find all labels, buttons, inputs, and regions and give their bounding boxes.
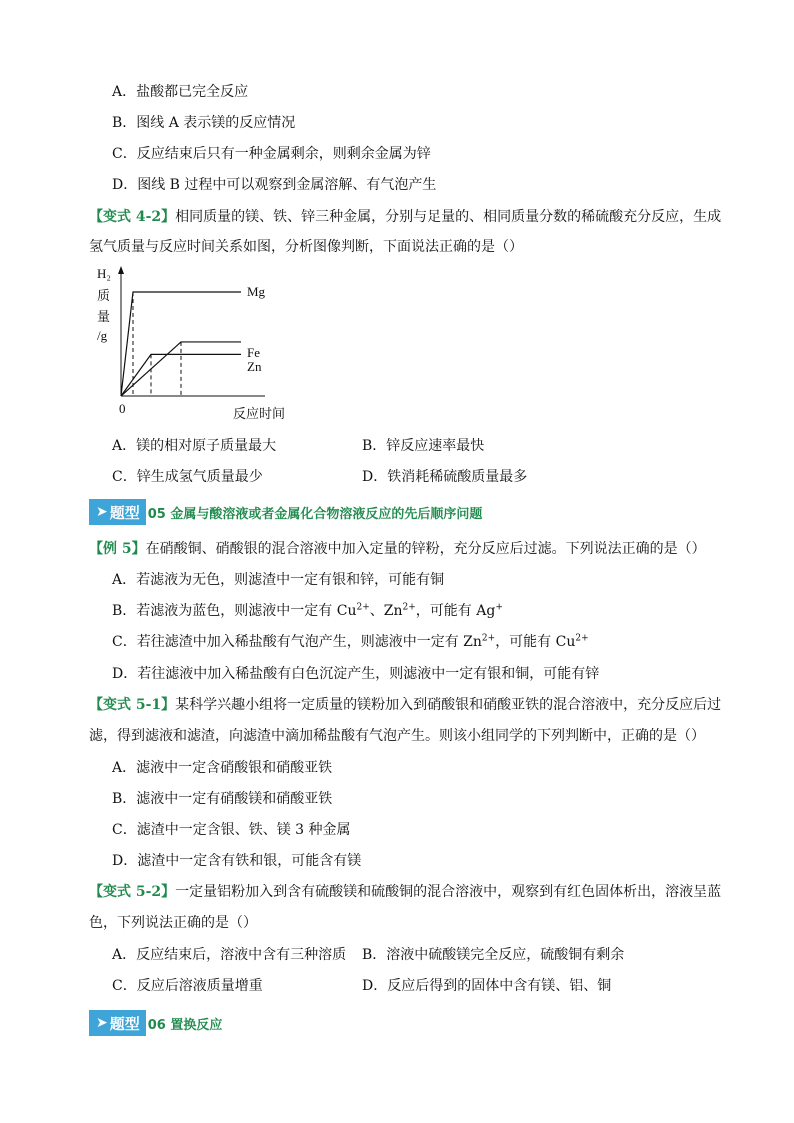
arrow-icon: ➤ bbox=[96, 504, 108, 520]
q5-2-tag: 【变式 5-2】 bbox=[89, 884, 176, 900]
section-05-badge bbox=[89, 499, 146, 525]
section-06-badge-label: 题型 bbox=[109, 1014, 140, 1033]
q4-2-option-d: D．铁消耗稀硫酸质量最多 bbox=[362, 469, 528, 485]
section-06-title: 06 置换反应 bbox=[147, 1017, 223, 1033]
q4-1-option-d: D．图线 B 过程中可以观察到金属溶解、有气泡产生 bbox=[112, 177, 437, 193]
series-labels bbox=[247, 284, 266, 374]
y-label-line-1: H₂ bbox=[97, 266, 111, 281]
ex5-option-b-sup2: 2+ bbox=[402, 602, 416, 613]
x-axis-label: 反应时间 bbox=[233, 406, 286, 421]
series-label-fe: Fe bbox=[247, 345, 260, 360]
q5-1-tag: 【变式 5-1】 bbox=[89, 697, 176, 713]
y-label-line-3: 量 bbox=[97, 309, 111, 324]
ex5-option-b bbox=[112, 601, 503, 621]
ex5-option-b-sup1: 2+ bbox=[356, 602, 370, 613]
series-label-zn: Zn bbox=[247, 359, 262, 374]
ex5-option-c-mid: ，可能有 Cu bbox=[495, 634, 576, 650]
ex5-option-c-sup2: 2+ bbox=[575, 633, 589, 644]
q5-1-text1: 某科学兴趣小组将一定质量的镁粉加入到硝酸银和硝酸亚铁的混合溶液中，充分反应后过 bbox=[175, 697, 722, 713]
q5-1-option-b: B．滤液中一定有硝酸镁和硝酸亚铁 bbox=[112, 791, 333, 807]
hydrogen-mass-chart bbox=[89, 262, 319, 424]
ex5-option-b-pre: B．若滤液为蓝色，则滤液中一定有 Cu bbox=[112, 603, 357, 619]
q5-1-option-c: C．滤渣中一定含银、铁、镁 3 种金属 bbox=[112, 822, 351, 838]
section-06-badge bbox=[89, 1010, 146, 1036]
series-line-zn bbox=[121, 354, 241, 396]
q4-1-option-b: B．图线 A 表示镁的反应情况 bbox=[112, 115, 296, 131]
ex5-option-b-mid2: ，可能有 Ag bbox=[415, 603, 496, 619]
q5-2-stem-line2: 色，下列说法正确的是（） bbox=[89, 915, 257, 931]
q5-2-option-b: B．溶液中硫酸镁完全反应，硫酸铜有剩余 bbox=[362, 947, 625, 963]
q4-2-option-a: A．镁的相对原子质量最大 bbox=[112, 438, 277, 454]
origin-label: 0 bbox=[119, 401, 126, 416]
ex5-option-b-mid: 、Zn bbox=[369, 603, 403, 619]
ex5-option-c bbox=[112, 632, 589, 652]
q4-1-option-a: A．盐酸都已完全反应 bbox=[112, 84, 249, 100]
ex5-option-a: A．若滤液为无色，则滤渣中一定有银和锌，可能有铜 bbox=[112, 572, 445, 588]
y-axis-label bbox=[97, 266, 111, 343]
q5-2-stem-line1 bbox=[89, 882, 721, 902]
ex5-stem bbox=[89, 539, 706, 559]
ex5-option-c-pre: C．若往滤渣中加入稀盐酸有气泡产生，则滤液中一定有 Zn bbox=[112, 634, 482, 650]
q4-2-tag: 【变式 4-2】 bbox=[89, 209, 176, 225]
q4-2-option-c: C．锌生成氢气质量最少 bbox=[112, 469, 263, 485]
section-05-badge-label: 题型 bbox=[109, 503, 140, 522]
q5-2-option-c: C．反应后溶液质量增重 bbox=[112, 978, 263, 994]
q5-1-stem-line2: 滤，得到滤液和滤渣，向滤渣中滴加稀盐酸有气泡产生。则该小组同学的下列判断中，正确的是（） bbox=[89, 728, 705, 744]
ex5-text: 在硝酸铜、硝酸银的混合溶液中加入定量的锌粉，充分反应后过滤。下列说法正确的是（） bbox=[145, 541, 706, 557]
ex5-option-c-sup1: 2+ bbox=[481, 633, 496, 644]
ex5-option-d: D．若往滤液中加入稀盐酸有白色沉淀产生，则滤液中一定有银和铜，可能有锌 bbox=[112, 666, 600, 682]
q5-2-option-a: A．反应结束后，溶液中含有三种溶质 bbox=[112, 947, 347, 963]
section-06-banner bbox=[89, 1010, 222, 1036]
series-label-mg: Mg bbox=[247, 284, 266, 299]
q4-1-option-c: C．反应结束后只有一种金属剩余，则剩余金属为锌 bbox=[112, 146, 431, 162]
arrow-icon: ➤ bbox=[96, 1015, 108, 1031]
q4-2-option-b: B．锌反应速率最快 bbox=[362, 438, 485, 454]
q4-2-stem-line1 bbox=[89, 207, 721, 227]
q5-2-text1: 一定量铝粉加入到含有硫酸镁和硫酸铜的混合溶液中，观察到有红色固体析出，溶液呈蓝 bbox=[175, 884, 722, 900]
q5-1-stem-line1 bbox=[89, 695, 721, 715]
ex5-tag: 【例 5】 bbox=[89, 541, 146, 557]
section-05-banner bbox=[89, 499, 482, 525]
series-layer bbox=[121, 292, 241, 396]
y-axis-arrow bbox=[118, 266, 124, 274]
ex5-option-b-sup3: + bbox=[495, 602, 503, 613]
q4-2-stem-line2: 氢气质量与反应时间关系如图，分析图像判断，下面说法正确的是（） bbox=[89, 239, 523, 255]
q5-2-option-d: D．反应后得到的固体中含有镁、铝、铜 bbox=[362, 978, 612, 994]
q5-1-option-d: D．滤渣中一定含有铁和银，可能含有镁 bbox=[112, 853, 362, 869]
y-label-line-2: 质 bbox=[97, 288, 111, 303]
q4-2-text1: 相同质量的镁、铁、锌三种金属，分别与足量的、相同质量分数的稀硫酸充分反应，生成 bbox=[175, 209, 722, 225]
section-05-title: 05 金属与酸溶液或者金属化合物溶液反应的先后顺序问题 bbox=[147, 506, 483, 522]
y-label-line-4: /g bbox=[97, 328, 108, 343]
q5-1-option-a: A．滤液中一定含硝酸银和硝酸亚铁 bbox=[112, 760, 333, 776]
